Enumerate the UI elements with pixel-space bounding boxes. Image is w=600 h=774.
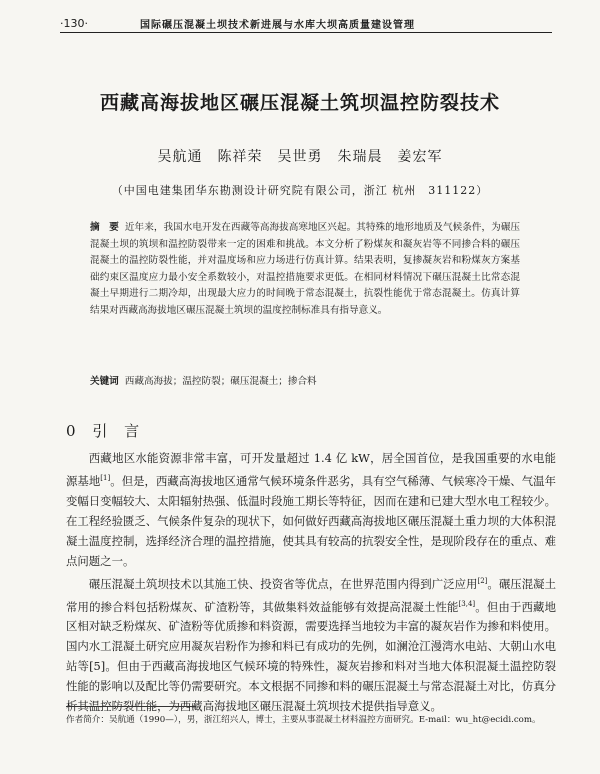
body-text	[66, 448, 556, 716]
page-number: ·130·	[60, 16, 88, 30]
section-heading	[66, 420, 145, 441]
running-header	[60, 14, 552, 33]
section-number: 0	[66, 422, 82, 440]
paragraph-text: 。但由于西藏地区相对缺乏粉煤灰、矿渣粉等优质掺和料资源，需要选择当地较为丰富的凝灰岩作为掺和料使用。国内水工混凝土研究应用凝灰岩粉作为掺和料已有成功的先例，如澜沧江漫湾水电站、大朝山水电站等[5]。但由于西藏高海拔地区气候环境的特殊性，凝灰岩掺和料对当地大体积混凝土温控防裂性能的影响以及配比等仍需要研究。本文根据不同掺和料的碾压混凝土与常态混凝土对比，仿真分析其温控防裂性能，为西藏高海拔地区碾压混凝土筑坝技术提供指导意义。	[66, 599, 556, 714]
paragraph	[66, 448, 556, 571]
section-title: 引 言	[92, 422, 146, 440]
paragraph-text: 碾压混凝土筑坝技术以其施工快、投资省等优点，在世界范围内得到广泛应用	[88, 576, 478, 591]
abstract	[90, 220, 520, 320]
paragraph-text: 。但是，西藏高海拔地区通常气候环境条件恶劣，具有空气稀薄、气候寒冷干燥、气温年变幅日变幅较大、太阳辐射热强、低温时段施工期长等特征，因而在建和已建大型水电工程较少。在工程经验匮乏、气候条件复杂的现状下，如何做好西藏高海拔地区碾压混凝土重力坝的大体积混凝土温度控制，选择经济合理的温控措施，使其具有较高的抗裂安全性，是现阶段存在的重点、难点问题之一。	[66, 473, 556, 568]
paragraph-text: 西藏地区水能资源非常丰富，可开发量超过 1.4 亿 kW，居全国首位，是我国重要的水电能源基地	[66, 451, 556, 488]
citation: [3,4]	[458, 599, 476, 608]
keywords	[90, 373, 520, 387]
journal-title: 国际碾压混凝土坝技术新进展与水库大坝高质量建设管理	[140, 19, 415, 31]
affiliation: （中国电建集团华东勘测设计研究院有限公司，浙江 杭州 311122）	[111, 184, 489, 197]
keywords-label: 关键词	[90, 376, 119, 387]
author-footnote: 作者简介：吴航通（1990—），男，浙江绍兴人，博士，主要从事混凝土材料温控方面研究。E-mail：wu_ht@ecidi.com。	[66, 715, 541, 725]
footnote-rule	[66, 706, 196, 707]
abstract-text: 近年来，我国水电开发在西藏等高海拔高寒地区兴起。其特殊的地形地质及气候条件，为碾压混凝土坝的筑坝和温控防裂带来一定的困难和挑战。本文分析了粉煤灰和凝灰岩等不同掺合料的碾压混凝土的温控防裂性能，并对温度场和应力场进行仿真计算。结果表明，复掺凝灰岩和粉煤灰方案基础约束区温度应力最小安全系数较小，对温控措施要求更低。在相同材料情况下碾压混凝土比常态混凝土早期进行二期冷却，出现最大应力的时间晚于常态混凝土，抗裂性能优于常态混凝土。仿真计算结果对西藏高海拔地区碾压混凝土筑坝的温度控制标准具有指导意义。	[90, 222, 521, 316]
paragraph-text: 。碾压混凝土常用的掺合料包括粉煤灰、矿渣粉等，其做集料效益能够有效提高混凝土性能	[66, 576, 556, 614]
author-list: 吴航通 陈祥荣 吴世勇 朱瑞晨 姜宏军	[157, 149, 443, 165]
abstract-label: 摘 要	[90, 222, 119, 233]
keywords-text: 西藏高海拔；温控防裂；碾压混凝土；掺合料	[124, 376, 317, 387]
paragraph	[66, 571, 556, 717]
citation: [1]	[100, 474, 111, 482]
paper-title: 西藏高海拔地区碾压混凝土筑坝温控防裂技术	[99, 92, 500, 114]
citation: [2]	[477, 576, 488, 585]
